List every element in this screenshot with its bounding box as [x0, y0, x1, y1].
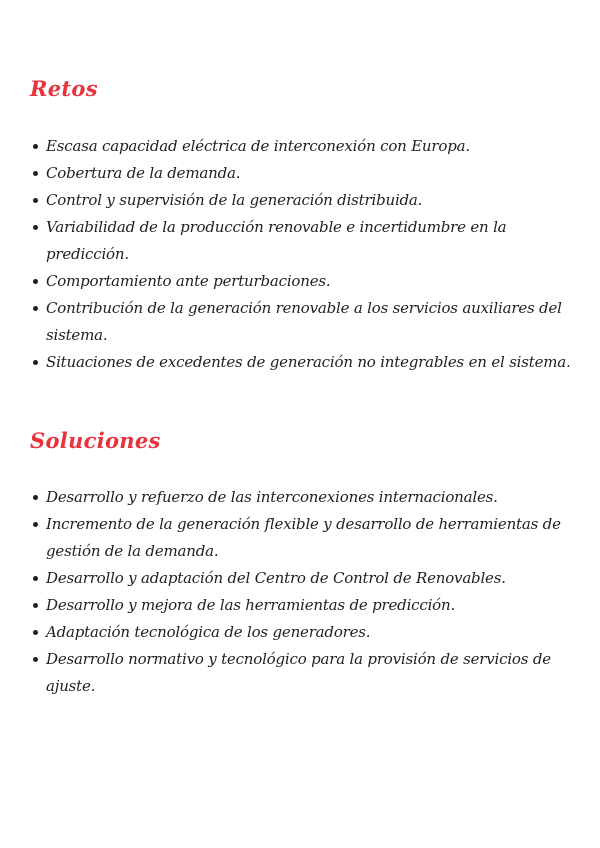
- bullet-icon: [33, 495, 38, 500]
- retos-item-text: Escasa capacidad eléctrica de interconexión con Europa.: [46, 137, 470, 155]
- retos-item-text: Control y supervisión de la generación distribuida.: [46, 191, 423, 209]
- retos-item: [32, 133, 592, 160]
- heading-retos: Retos: [30, 76, 98, 101]
- retos-item: [32, 187, 592, 214]
- bullet-icon: [33, 657, 38, 662]
- bullet-icon: [33, 630, 38, 635]
- retos-item: [32, 268, 592, 295]
- bullet-icon: [33, 576, 38, 581]
- soluciones-item: [32, 592, 592, 619]
- soluciones-item: [32, 619, 592, 646]
- soluciones-item: [32, 565, 592, 592]
- soluciones-item-text: Incremento de la generación flexible y desarrollo de herramientas de gestión de la demanda.: [46, 515, 561, 560]
- bullet-icon: [33, 198, 38, 203]
- bullet-icon: [33, 144, 38, 149]
- soluciones-item: [32, 511, 592, 565]
- retos-list: [32, 133, 592, 376]
- retos-item-text: Comportamiento ante perturbaciones.: [46, 272, 331, 290]
- retos-item-text: Variabilidad de la producción renovable e incertidumbre en la predicción.: [46, 218, 507, 263]
- soluciones-item-text: Desarrollo y adaptación del Centro de Control de Renovables.: [46, 569, 506, 587]
- retos-item-text: Contribución de la generación renovable a los servicios auxiliares del sistema.: [46, 299, 562, 344]
- soluciones-item: [32, 646, 592, 700]
- retos-item: [32, 349, 592, 376]
- retos-item-text: Situaciones de excedentes de generación no integrables en el sistema.: [46, 353, 571, 371]
- retos-item-text: Cobertura de la demanda.: [46, 164, 241, 182]
- bullet-icon: [33, 522, 38, 527]
- soluciones-list: [32, 484, 592, 700]
- bullet-icon: [33, 306, 38, 311]
- bullet-icon: [33, 279, 38, 284]
- retos-item: [32, 295, 592, 349]
- soluciones-item-text: Desarrollo y refuerzo de las interconexiones internacionales.: [46, 488, 498, 506]
- soluciones-item-text: Desarrollo y mejora de las herramientas de predicción.: [46, 596, 456, 614]
- soluciones-item-text: Desarrollo normativo y tecnológico para la provisión de servicios de ajuste.: [46, 650, 551, 695]
- soluciones-item-text: Adaptación tecnológica de los generadores.: [46, 623, 371, 641]
- retos-item: [32, 160, 592, 187]
- soluciones-item: [32, 484, 592, 511]
- bullet-icon: [33, 225, 38, 230]
- retos-item: [32, 214, 592, 268]
- bullet-icon: [33, 603, 38, 608]
- bullet-icon: [33, 360, 38, 365]
- heading-soluciones: Soluciones: [30, 428, 161, 453]
- bullet-icon: [33, 171, 38, 176]
